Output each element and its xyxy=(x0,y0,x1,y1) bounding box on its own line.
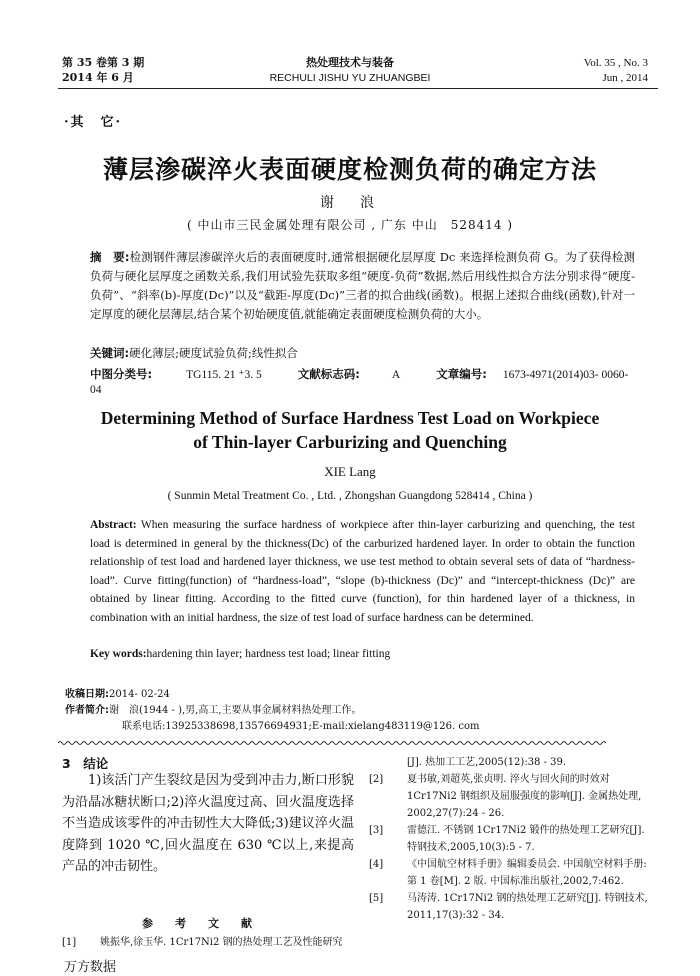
clc-value: TG115. 21 ⁺3. 5 xyxy=(186,369,262,381)
bio-value: 谢 浪(1944 - ),男,高工,主要从事金属材料热处理工作。 xyxy=(109,705,362,716)
section-label: ·其 它· xyxy=(64,115,123,130)
keywords-en-label: Key words: xyxy=(90,648,147,660)
reference-text: 姚振华,徐玉华. 1Cr17Ni2 钢的热处理工艺及性能研究 xyxy=(100,937,343,948)
contact-info: 联系电话:13925338698,13576694931;E-mail:xielang483119@126. com xyxy=(122,721,480,732)
abstract-cn xyxy=(90,248,635,324)
keywords-en xyxy=(90,648,635,660)
bio-label: 作者简介: xyxy=(65,705,109,716)
received-date xyxy=(65,687,170,703)
reference-number: [3] xyxy=(369,825,384,836)
header-rule xyxy=(58,88,658,89)
reference-number: [5] xyxy=(369,893,384,904)
keywords-cn-text: 硬化薄层;硬度试验负荷;线性拟合 xyxy=(129,346,298,360)
reference-text: [J]. 热加工工艺,2005(12):38 - 39. xyxy=(407,757,567,768)
references-heading: 参考文献 xyxy=(142,917,274,930)
doc-code-label: 文献标志码: xyxy=(297,367,360,381)
article-title-en-line1: Determining Method of Surface Hardness Test Load on Workpiece xyxy=(100,408,600,428)
abstract-en-label: Abstract: xyxy=(90,519,137,531)
article-title-cn: 薄层渗碳淬火表面硬度检测负荷的确定方法 xyxy=(102,155,597,184)
affiliation-cn: ( 中山市三民金属处理有限公司 , 广东 中山 528414 ) xyxy=(186,218,514,232)
doc-code-value: A xyxy=(391,369,401,381)
article-no-value: 1673-4971(2014)03- 0060- 04 xyxy=(90,369,629,396)
affiliation-en: ( Sunmin Metal Treatment Co. , Ltd. , Zhongshan Guangdong 528414 , China ) xyxy=(167,490,533,502)
abstract-en xyxy=(90,516,635,628)
keywords-cn xyxy=(90,344,635,363)
abstract-en-text: When measuring the surface hardness of workpiece after thin-layer carburizing and quenching, the test load is determined in general by the thickness(Dc) of the carburized hardened layer. In order to obtain the function relationship of test load and hardened layer thickness, we use test method to obtain several sets of data of “hardness-load”. Curve fitting(function) of “hardness-load”, “slope (b)-thickness (Dc)” and “intercept-thickness (Dc)” are obtained by linear fitting. According to the fitted curve (function), for thin hardened layer of a thickness, in combination with an initial hardness, the size of test load of surface hardness can be determined. xyxy=(90,519,635,624)
wavy-divider xyxy=(58,740,658,746)
article-no-label: 文章编号: xyxy=(436,367,487,381)
reference-number: [4] xyxy=(369,859,384,870)
abstract-cn-text: 检测钢件薄层渗碳淬火后的表面硬度时,通常根据硬化层厚度 Dc 来选择检测负荷 G。为了获得检测负荷与硬化层厚度之函数关系,我们用试验先获取多组“硬度-负荷”数据,然后用线性拟合方法分别求得“硬度-负荷”、“斜率(b)-厚度(Dc)”以及“截距-厚度(Dc)”三者的拟合曲线(函数)。根据上述拟合曲线(函数),针对一定厚度的硬化层薄层,结合某个初始硬度值,就能确定表面硬度检测负荷的大小。 xyxy=(90,250,635,321)
journal-name-en: RECHULI JISHU YU ZHUANGBEI xyxy=(269,72,431,84)
reference-text: 《中国航空材料手册》编辑委员会. 中国航空材料手册: 第 1 卷[M]. 2 版. 中国标准出版社,2002,7:462. xyxy=(407,859,647,887)
reference-item-1-cont xyxy=(369,754,653,771)
reference-item-5 xyxy=(369,890,653,924)
wanfang-watermark: 万方数据 xyxy=(64,960,117,975)
author-en: XIE Lang xyxy=(324,464,376,479)
clc-label: 中图分类号: xyxy=(90,367,153,381)
conclusion-body: 1)该活门产生裂纹是因为受到冲击力,断口形貌为沿晶冰糖状断口;2)淬火温度过高、回火温度选择不当造成该零件的冲击韧性大大降低;3)建议淬火温度降到 1020 ℃,回火温度在 630 ℃以上,来提高产品的冲击韧性。 xyxy=(62,773,354,874)
reference-number: [2] xyxy=(369,774,384,785)
author-bio xyxy=(65,703,362,719)
date-cn: 2014 年 6 月 xyxy=(62,71,134,84)
received-value: 2014- 02-24 xyxy=(109,689,170,700)
reference-item-1 xyxy=(62,934,354,951)
date-en: Jun , 2014 xyxy=(602,72,648,84)
classification-line xyxy=(90,366,650,396)
reference-item-3 xyxy=(369,822,653,856)
article-title-en-line2: of Thin-layer Carburizing and Quenching xyxy=(193,432,507,452)
reference-number: [1] xyxy=(62,937,77,948)
reference-text: 雷德江. 不锈钢 1Cr17Ni2 锻件的热处理工艺研究[J]. 特钢技术,2005,10(3):5 - 7. xyxy=(407,825,645,853)
reference-text: 马涛涛. 1Cr17Ni2 钢的热处理工艺研究[J]. 特钢技术, 2011,17(3):32 - 34. xyxy=(407,893,648,921)
keywords-cn-label: 关键词: xyxy=(90,346,130,360)
keywords-en-text: hardening thin layer; hardness test load; linear fitting xyxy=(146,648,391,660)
volume-issue-en: Vol. 35 , No. 3 xyxy=(583,57,648,69)
reference-item-4 xyxy=(369,856,653,890)
received-label: 收稿日期: xyxy=(65,689,109,700)
abstract-cn-label: 摘 要: xyxy=(90,250,130,264)
author-cn: 谢 浪 xyxy=(320,195,380,211)
journal-name-cn: 热处理技术与装备 xyxy=(306,56,394,69)
reference-item-2 xyxy=(369,771,653,822)
volume-issue-cn: 第 35 卷第 3 期 xyxy=(62,56,145,69)
reference-text: 夏书敏,刘超英,张贞明. 淬火与回火间的时效对 1Cr17Ni2 钢组织及屈服强度的影响[J]. 金属热处理, 2002,27(7):24 - 26. xyxy=(407,774,642,819)
conclusion-heading: 3 结论 xyxy=(62,756,109,771)
